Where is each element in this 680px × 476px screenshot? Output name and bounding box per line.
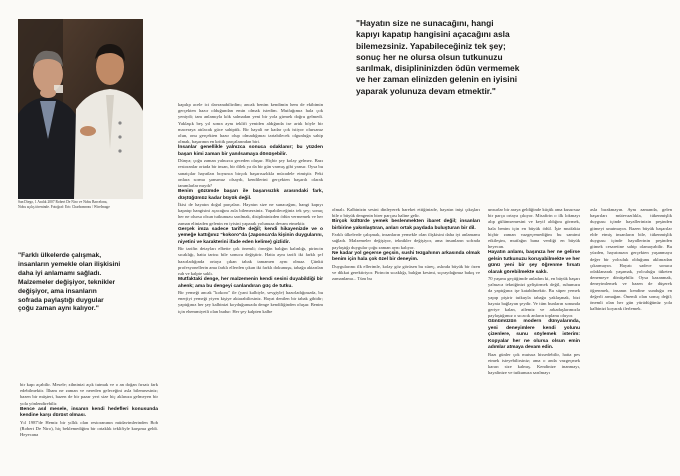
body-paragraph: asla bırakmayın. Aynı zamanda, gelen başarıları mütevazılıkla, tükenmişlik duygusu içinde hayallerinizin peşinden gitmeyi unutmayın. Bazen büyük başarılar elde etmiş insanların bile, tükenmişlik duygusu içinde hayallerinin peşinden gitmek cesaretine sahip olamayabilir. Bu yüzden, hayatınızın gerçekten yaşanmaya değer bir yolculuk olduğunu aklınızdan çıkarmayın. Hayatı sadece sonuca odaklanarak yaşamak, yolculuğu tüketen denemeye dönüşebilir. Oysa kazanmak, deneyimlemek ve bazen de düşerek öğrenmek, insanın kendine sunduğu en değerli armağan. Önemli olan sonuç değil; önemli olan her gün yürüdüğünüz yola kalbinizi koyarak ilerlemek.: [590, 207, 672, 312]
subheading: Gerçek imza sadece tarifte değil; kendi hikayenizde ve o yemeğe kattığınız "kokoro"da (Japonca'da kişinin duygularını, niyetini ve karakterini ifade eden kelime) gizlidir.: [178, 226, 323, 245]
body-paragraph: Bir yemeği ancak "kokoro" ile (yani kalbiyle, sevgiyle) hazırladığınızda, bu enerjiyi yemeği yiyen kişiye aktarabilirsiniz. Hayat denilen bir tabak gibidir; yaptığınız her şey kalbinizi koyduğunuzda denge kendiliğinden oluşur. Benim için ehemmiyetli olan budur: Her şey kalpten kalbe: [178, 289, 323, 314]
body-paragraph: Duygularımı ilk ellerimle, kolay göz görüsen bu süreç, aslında büyük bir özen ve dikkat gerektiriyor. Pirincin sıcaklığı, balığın kesimi, sıçraydağımız bakış ve zamanlama... Tüm bu: [332, 263, 480, 282]
subheading: Mutfaktaki denge, her malzemenin kendi sesini duyabildiği bir ahenk; ama bu dengeyi canlandıran güç de tutku.: [178, 277, 323, 289]
body-paragraph: olmalı. Kalbinizin sesini dinleyerek hareket ettiğinizde, hayatın inişi çıkışları bile o büyük dengenin birer parçası haline gelir.: [332, 207, 480, 219]
chefs-photo: [18, 19, 143, 199]
pull-quote-left: "Farklı ülkelerde çalışmak, insanların yemekle olan ilişkisini daha iyi anlamamı sağladı. Malzemeler değişiyor, teknikler değişiyor, ama insanların sofrada paylaştığı duygular çoğu zaman aynı kalıyor.": [18, 252, 121, 313]
body-paragraph: 70 yaşımı geçtiğimde anladım ki, en büyük başarı yalnızca tekniğinizi geliştirmek değil, ruhunuzu da yaptığınız işe katabilmektir. Bu süper yemek yapıp pişirir tutkuyla tabağa yaklaşmak, bizi hayata bağlayan şeydir. Ve tüm bunların sonunda geriye kalan, ailemiz ve arkadaşlarımızla paylaştığımız o sıcacık anların toplamı oluyor.: [488, 276, 580, 319]
body-paragraph: unsurlar bir araya geldiğinde küçük ama kusursuz bir parça ortaya çıkıyor. Misafirin o ilk lokmayı alıp gülümsemesini ve keyif aldığını görmek, hala benim için en büyük ödül. İşte mutfakta hiçbir zaman vazgeçemediğim bu samimi etkileşim, mutfağın bana verdiği en büyük heyecan.: [488, 207, 580, 250]
subheading: İnsanlar genellikle yalnızca sonuca odaklanır; bu yüzden başarı kimi zaman bir yanılsamaya dönüşebilir.: [178, 145, 323, 157]
body-paragraph: Yıl 1987'de Hemiz bir yıllık olan restoranının müdavimlerinden Bob (Robert De Niro), hiç beklemediğim bir ortaklık teklifiyle karşıma geldi. Heyecana: [20, 419, 158, 438]
body-paragraph: Dünya; çoğu zaman yalnızca geceden oluşur. Hiçbir şey kolay gelmez. Bazı restoranlar ortada bir insan, bir dilek ya da bir gün varmış gibi yansır. Oysa bu sanatçılar hayatları boyunca birçok başarısızlıkla mücadele etmiştir. Peki onlara sorma şansımız olsaydı, kendilerini gerçekten başarılı olarak tanımlarlar mıydı?: [178, 158, 323, 189]
subheading: Günümüzün modern dünyalarında, yeni deneyimlere kendi yolunu çizenlere, sunu söylemek isterim: Kopyalar her ne olursa olsun emin adımlar atmaya devam edin.: [488, 319, 580, 351]
article-column-5: [590, 207, 672, 312]
body-paragraph: bir kapı açabilir. Mesele; zihninizi açık tutmak ve o an doğan fırsatı fark edebilmektir. İlham ne zaman ve nereden geleceğini asla bilemezsiniz; bazen bir müşteri, bazen de bir pazar yeri size hiç aklınıza gelmeyen bir yola yönlendirebilir.: [20, 382, 158, 406]
body-paragraph: Farklı ülkelerde çalışmak, insanların yemekle olan ilişkisini daha iyi anlamamı sağladı. Malzemeler değişiyor, teknikler değişiyor, ama insanların sofrada paylaştığı duygular çoğu zaman aynı kalıyor.: [332, 232, 480, 250]
article-column-1: [20, 382, 158, 438]
body-paragraph: İkisi de hayatın doğal parçaları. Hayatın size ne sunacağını, hangi kapıyı kapatıp hangisini açacağını asla bilemezsiniz. Yapabileceğiniz tek şey; sonuç her ne olursa olsun tutkunuzu sarılmak, disiplininizden ödün vermemek ve her zaman elinizden gelenin en iyisini yaparak yolunuza devam etmektir.: [178, 202, 323, 226]
subheading: Birçok kültürde yemek beslenmekten ibaret değil; insanları birbirine yakınlaştıran, anları ortak paydada buluşturan bir dil.: [332, 219, 480, 231]
article-column-3: [332, 207, 480, 282]
subheading: Ne kadar yol geçerse geçsin, sushi tezgahının arkasında olmak benim için hala çok özel bir deneyim.: [332, 250, 480, 263]
pull-quote-top: "Hayatın size ne sunacağını, hangi kapıyı kapatıp hangisini açacağını asla bilemezsiniz. Yapabileceğiniz tek şey; sonuç her ne olursa olsun tutkunuzu sarılmak, disiplininizden ödün vermemek ve her zaman elinizden gelenin en iyisini yaparak yolunuza devam etmektir.": [356, 18, 520, 96]
chefs-photo-drawing: [18, 19, 143, 199]
body-paragraph: Bir tarifin detayları elbette çok önemli; örneğin balığın kalınlığı, pirincin sıcaklığı, hatta tartısı bile sonucu değiştirir. Hatta aynı tarifi iki farklı şef hazırladığında ortaya çıkan tabak tamamen aynı olmaz. Çünkü profesyonellerin ama farklı ellerden çıkan iki farklı dokunuşu, tabağa aktarılan ruh ve kalpte saklı.: [178, 246, 323, 276]
article-column-4: [488, 207, 580, 376]
body-paragraph: Bazı günler çok mutsuz hissedebilir, hatta pes etmek isteyebilirsiniz; ama o anda vazgeçmek kararı size kalmış. Kendinize inanmayı, hayalinize ve tutkunuza sarılmayı: [488, 351, 580, 376]
article-column-2: [178, 102, 323, 315]
photo-caption: San Diego, 1 Aralık 2007 Robert De Niro ve Nobu Barcelona, Nobu açılış töreninde. Fotoğraf: Eric Charbonneau / WireImage: [18, 200, 110, 209]
subheading: Bence asıl mesele, insanın kendi hedefleri konusunda kendine karşı dürüst olması.: [20, 406, 158, 419]
subheading: Benim gözümde başarı ile başarısızlık arasındaki fark, düştüğümüz kadar büyük değil.: [178, 189, 323, 201]
body-paragraph: kapılıp acele ici davranabilirdim; ancak benim kendimin hem de ekibimin gerçekten hazır olduğundan emin olmak istedim. Mutfağımız hala çok yeniydi; tam anlamıyla kök salmadan yeni bir yola girmek doğru gelmedi. Yaklaşık beş yıl sonra aynı teklifi yeniden aldığında ise artık böyle bir maceraya atılacak güce sahiptik. Bir hayali ne kadar çok istiyor olursanız olun, onu gerçekten hazır olup olmadığınızı tartabilecek olgunluğa sahip olmak, başarının en kritik parçalarından biri.: [178, 102, 323, 145]
subheading: Hayatın anlamı, başınıza her ne gelirse gelsin tutkunuzu koruyabilmekte ve her günü yeni bir şey öğrenme fırsatı olarak görebilmekte saklı.: [488, 250, 580, 275]
